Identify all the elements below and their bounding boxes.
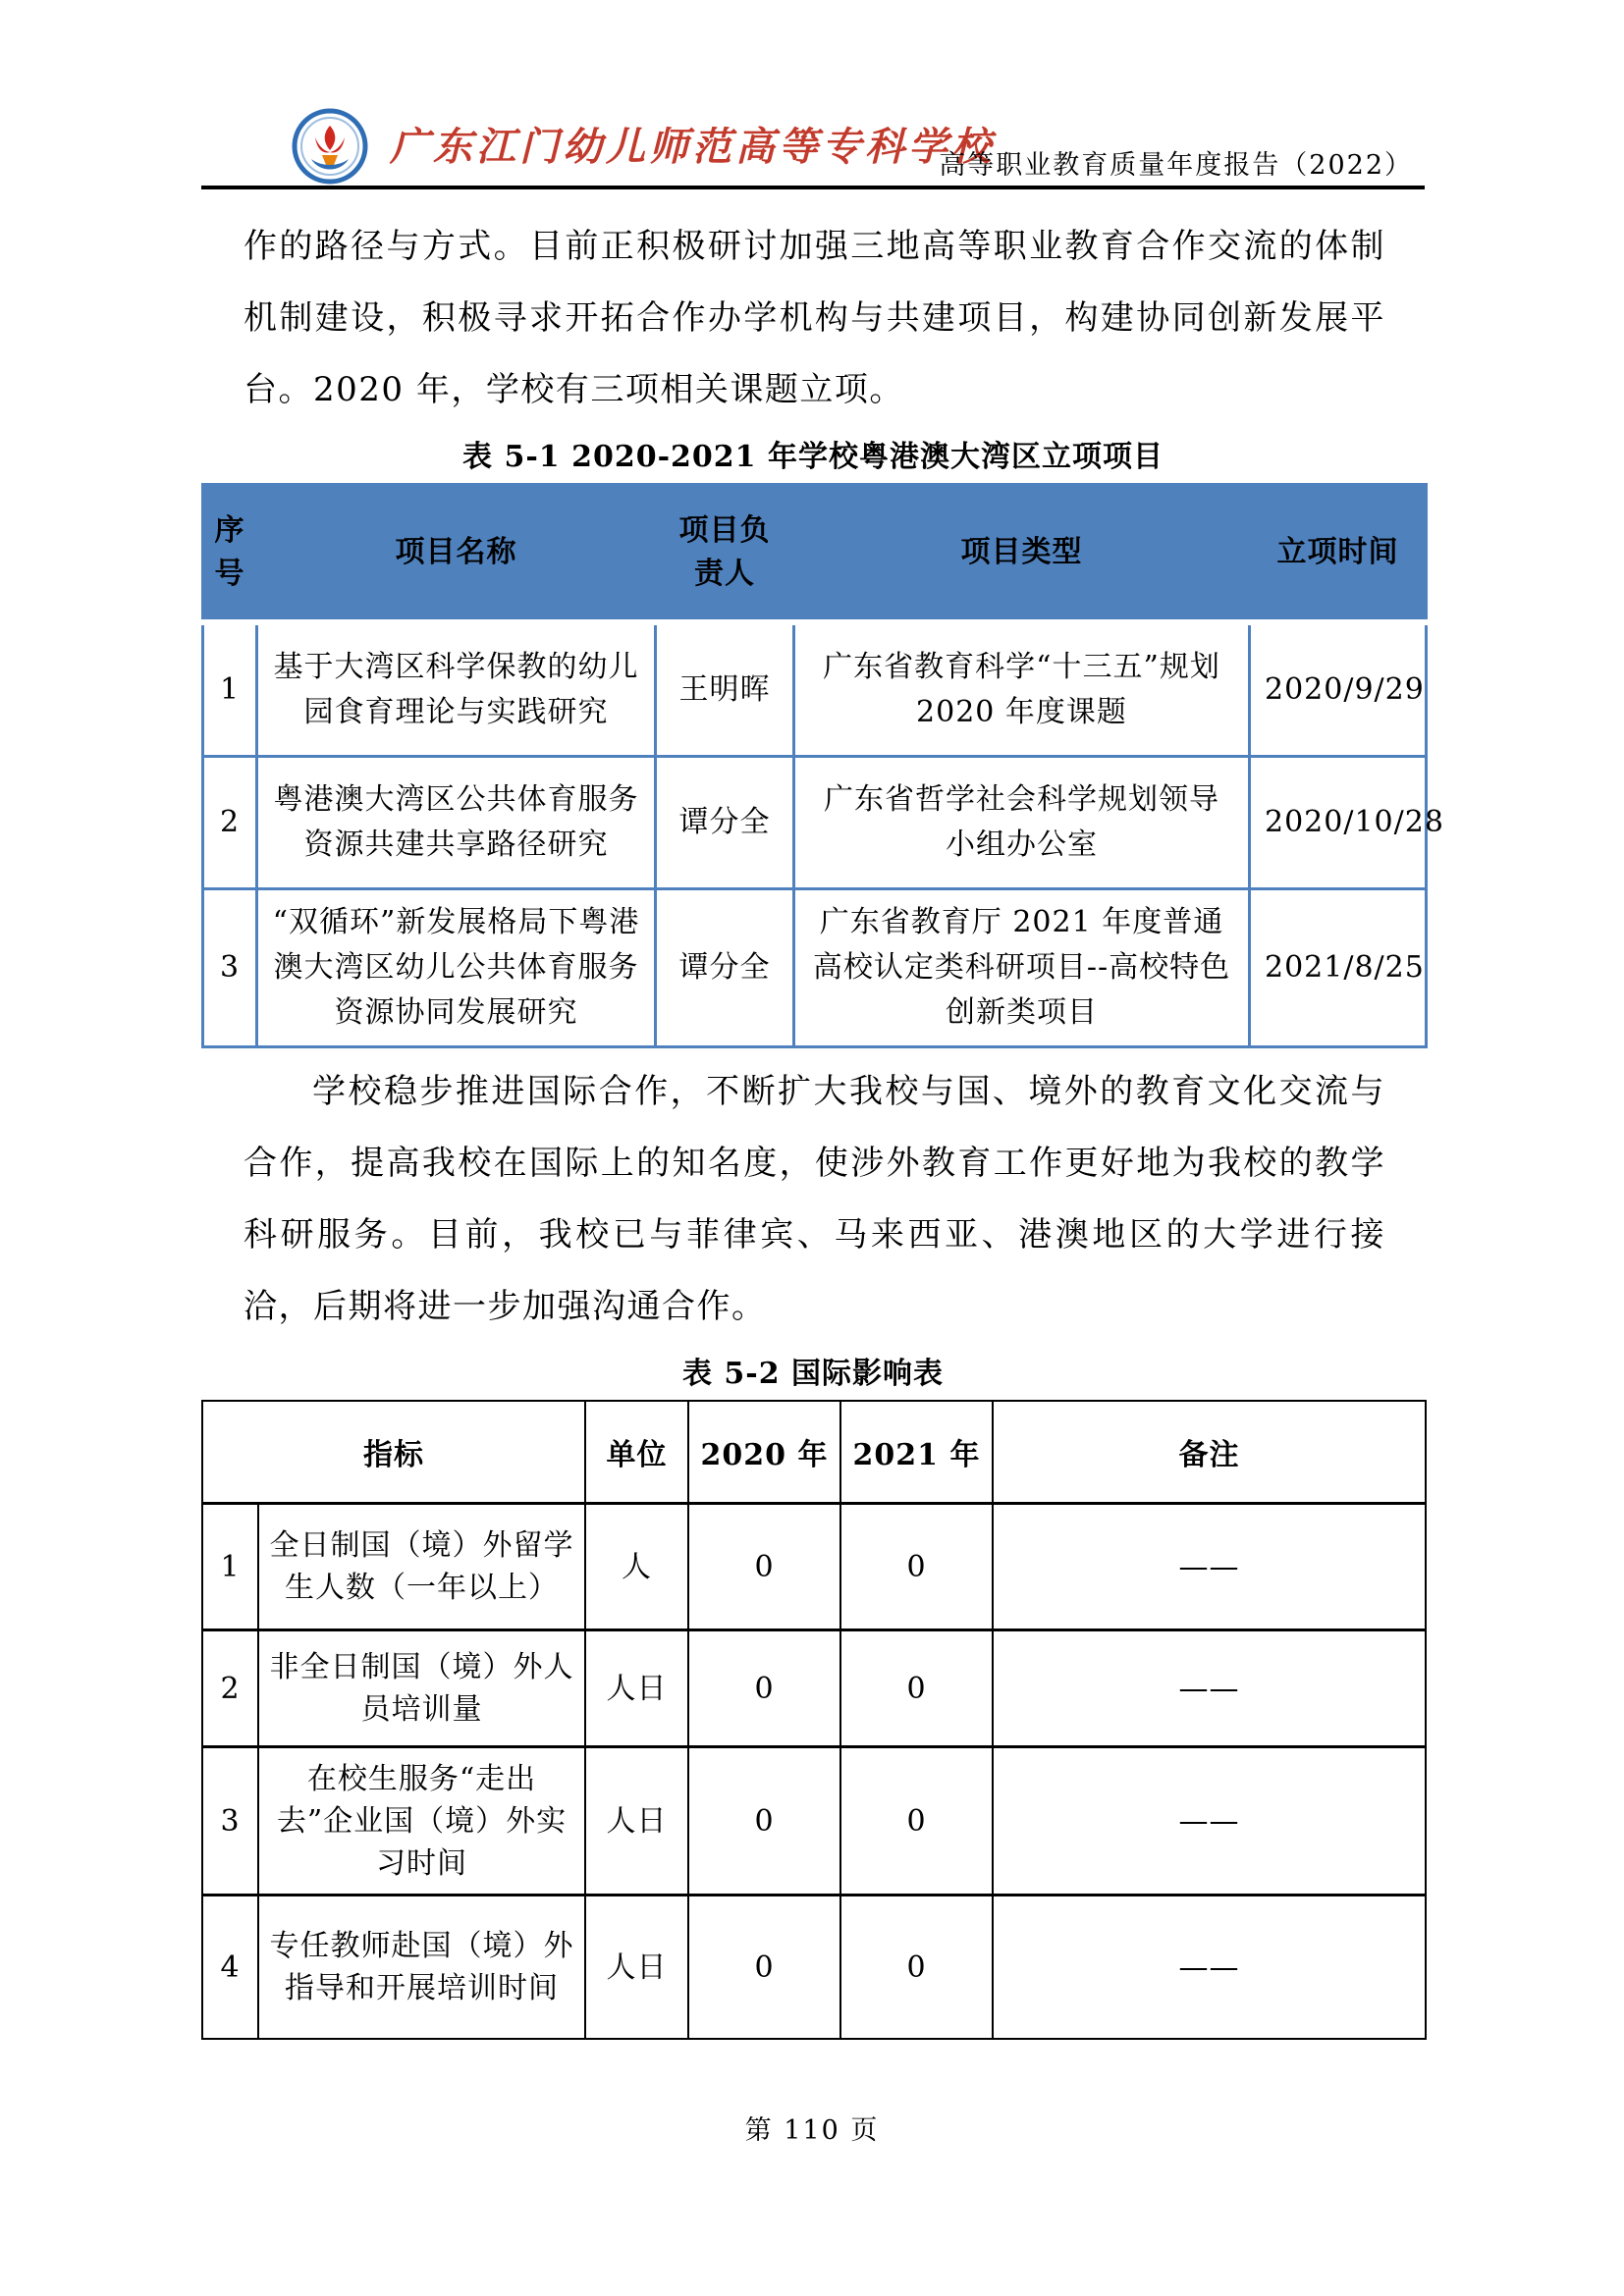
- cell-date: 2021/8/25: [1250, 889, 1427, 1047]
- table2-header-2021: 2021 年: [840, 1401, 993, 1504]
- paragraph-international: 学校稳步推进国际合作，不断扩大我校与国、境外的教育文化交流与合作，提高我校在国际上的知名度，使涉外教育工作更好地为我校的教学科研服务。目前，我校已与菲律宾、马来西亚、港澳地区的大学进行接洽，后期将进一步加强沟通合作。: [244, 1072, 1385, 1326]
- school-logo-icon: [292, 108, 368, 185]
- cell-unit: 人: [585, 1504, 688, 1630]
- table-row: [202, 1896, 1426, 2040]
- cell-num: 3: [202, 1747, 258, 1896]
- page-header: [201, 0, 1425, 189]
- cell-num: 4: [202, 1896, 258, 2040]
- table-international-impact: [201, 1400, 1427, 2040]
- cell-project-name: 基于大湾区科学保教的幼儿园食育理论与实践研究: [257, 622, 656, 757]
- cell-date: 2020/9/29: [1250, 622, 1427, 757]
- cell-2020: 0: [688, 1896, 840, 2040]
- table1-header-row: [203, 485, 1427, 623]
- report-title: 高等职业教育质量年度报告（2022）: [939, 150, 1413, 181]
- table-row: [203, 889, 1427, 1047]
- cell-remark: ——: [993, 1747, 1426, 1896]
- cell-project-name: “双循环”新发展格局下粤港澳大湾区幼儿公共体育服务资源协同发展研究: [257, 889, 656, 1047]
- cell-num: 1: [203, 622, 257, 757]
- cell-2021: 0: [840, 1747, 993, 1896]
- cell-leader: 谭分全: [656, 757, 794, 889]
- cell-num: 1: [202, 1504, 258, 1630]
- table-row: [203, 757, 1427, 889]
- paragraph-cooperation: 作的路径与方式。目前正积极研讨加强三地高等职业教育合作交流的体制机制建设，积极寻求开拓合作办学机构与共建项目，构建协同创新发展平台。2020 年，学校有三项相关课题立项。: [244, 227, 1385, 409]
- cell-indicator: 非全日制国（境）外人员培训量: [258, 1630, 585, 1747]
- table-row: [202, 1630, 1426, 1747]
- table-row: [202, 1504, 1426, 1630]
- cell-remark: ——: [993, 1504, 1426, 1630]
- table2-header-unit: 单位: [585, 1401, 688, 1504]
- table-row: [203, 622, 1427, 757]
- cell-date: 2020/10/28: [1250, 757, 1427, 889]
- cell-project-name: 粤港澳大湾区公共体育服务资源共建共享路径研究: [257, 757, 656, 889]
- cell-2021: 0: [840, 1504, 993, 1630]
- cell-2021: 0: [840, 1630, 993, 1747]
- header-divider: [201, 186, 1425, 189]
- cell-project-type: 广东省教育科学“十三五”规划 2020 年度课题: [794, 622, 1250, 757]
- table1-header-num: 序号: [203, 485, 257, 623]
- table-row: [202, 1747, 1426, 1896]
- cell-leader: 谭分全: [656, 889, 794, 1047]
- table2-header-2020: 2020 年: [688, 1401, 840, 1504]
- cell-num: 2: [202, 1630, 258, 1747]
- cell-remark: ——: [993, 1630, 1426, 1747]
- cell-num: 3: [203, 889, 257, 1047]
- cell-leader: 王明晖: [656, 622, 794, 757]
- page-number: 第 110 页: [744, 2115, 880, 2146]
- cell-2020: 0: [688, 1504, 840, 1630]
- content-area: [201, 0, 1444, 2040]
- cell-num: 2: [203, 757, 257, 889]
- cell-remark: ——: [993, 1896, 1426, 2040]
- cell-unit: 人日: [585, 1630, 688, 1747]
- table2-header-remark: 备注: [993, 1401, 1426, 1504]
- table2-header-row: [202, 1401, 1426, 1504]
- school-name: 广东江门幼儿师范高等专科学校: [390, 124, 995, 170]
- cell-project-type: 广东省哲学社会科学规划领导小组办公室: [794, 757, 1250, 889]
- cell-indicator: 全日制国（境）外留学生人数（一年以上）: [258, 1504, 585, 1630]
- table1-caption: 表 5-1 2020-2021 年学校粤港澳大湾区立项项目: [462, 440, 1164, 474]
- table2-header-indicator: 指标: [202, 1401, 585, 1504]
- table1-header-date: 立项时间: [1250, 485, 1427, 623]
- table1-header-type: 项目类型: [794, 485, 1250, 623]
- cell-unit: 人日: [585, 1896, 688, 2040]
- table-greater-bay-projects: [201, 483, 1444, 1048]
- cell-2020: 0: [688, 1630, 840, 1747]
- table1-header-leader: 项目负责人: [656, 485, 794, 623]
- cell-2021: 0: [840, 1896, 993, 2040]
- cell-indicator: 在校生服务“走出去”企业国（境）外实习时间: [258, 1747, 585, 1896]
- cell-project-type: 广东省教育厅 2021 年度普通高校认定类科研项目--高校特色创新类项目: [794, 889, 1250, 1047]
- cell-unit: 人日: [585, 1747, 688, 1896]
- table2-caption: 表 5-2 国际影响表: [681, 1357, 945, 1391]
- cell-2020: 0: [688, 1747, 840, 1896]
- table1-header-name: 项目名称: [257, 485, 656, 623]
- cell-indicator: 专任教师赴国（境）外指导和开展培训时间: [258, 1896, 585, 2040]
